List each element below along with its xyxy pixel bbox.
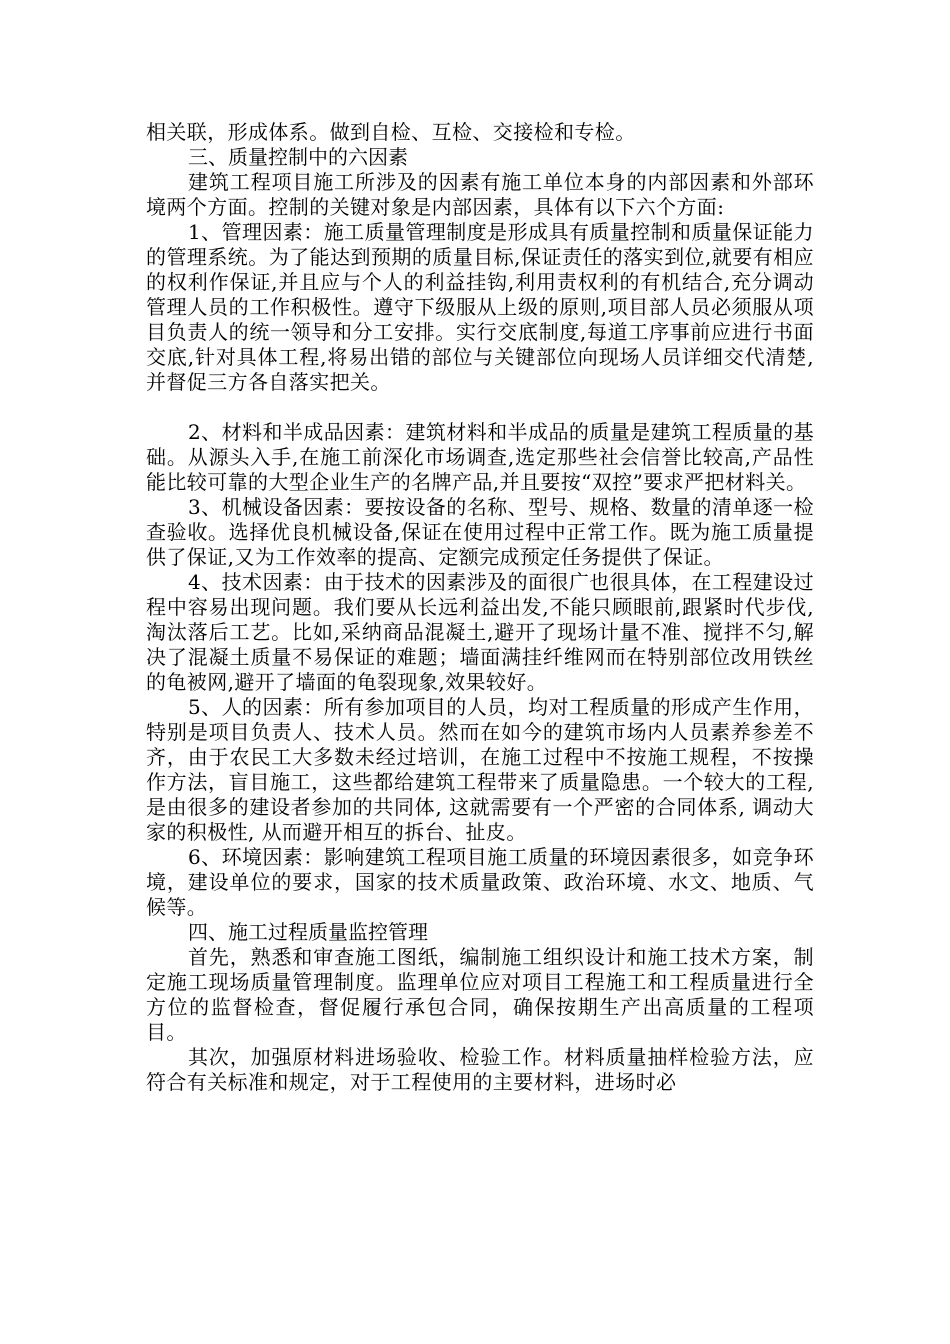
- paragraph-intro: 建筑工程项目施工所涉及的因素有施工单位本身的内部因素和外部环境两个方面。控制的关键对象是内部因素，具体有以下六个方面:: [146, 170, 814, 219]
- paragraph-environment-factor: 6、环境因素：影响建筑工程项目施工质量的环境因素很多，如竞争环境，建设单位的要求，国家的技术质量政策、政治环境、水文、地质、气候等。: [146, 845, 814, 919]
- paragraph-human-factor: 5、人的因素：所有参加项目的人员，均对工程质量的形成产生作用，特别是项目负责人、技术人员。然而在如今的建筑市场内人员素养参差不齐，由于农民工大多数未经过培训，在施工过程中不按施工规程，不按操作方法，盲目施工，这些都给建筑工程带来了质量隐患。一个较大的工程, 是由很多的建设者参加的共同体, 这就需要有一个严密的合同体系, 调动大家的积极性, 从而避开相互的拆台、扯皮。: [146, 695, 814, 844]
- paragraph-second-step: 其次，加强原材料进场验收、检验工作。材料质量抽样检验方法，应符合有关标准和规定，对于工程使用的主要材料，进场时必: [146, 1045, 814, 1094]
- paragraph-technology-factor: 4、技术因素：由于技术的因素涉及的面很广也很具体，在工程建设过程中容易出现问题。我们要从长远利益出发,不能只顾眼前,跟紧时代步伐,淘汰落后工艺。比如,采纳商品混凝土,避开了现场计量不准、搅拌不匀,解决了混凝土质量不易保证的难题；墙面满挂纤维网而在特别部位改用铁丝的龟被网,避开了墙面的龟裂现象,效果较好。: [146, 570, 814, 694]
- paragraph-management-factor: 1、管理因素：施工质量管理制度是形成具有质量控制和质量保证能力的管理系统。为了能达到预期的质量目标,保证责任的落实到位,就要有相应的权利作保证,并且应与个人的利益挂钩,利用责权利的有机结合,充分调动管理人员的工作积极性。遵守下级服从上级的原则,项目部人员必须服从项目负责人的统一领导和分工安排。实行交底制度,每道工序事前应进行书面交底,针对具体工程,将易出错的部位与关键部位向现场人员详细交代清楚,并督促三方各自落实把关。: [146, 220, 814, 394]
- document-body: [146, 120, 814, 1095]
- section-heading-three: 三、质量控制中的六因素: [188, 145, 408, 169]
- paragraph-continuation: 相关联，形成体系。做到自检、互检、交接检和专检。: [146, 120, 636, 144]
- section-heading-four: 四、施工过程质量监控管理: [188, 920, 428, 944]
- paragraph-first-step: 首先，熟悉和审查施工图纸，编制施工组织设计和施工技术方案，制定施工现场质量管理制度。监理单位应对项目工程施工和工程质量进行全方位的监督检查，督促履行承包合同，确保按期生产出高质量的工程项目。: [146, 945, 814, 1044]
- paragraph-material-factor: 2、材料和半成品因素：建筑材料和半成品的质量是建筑工程质量的基础。从源头入手,在施工前深化市场调查,选定那些社会信誉比较高,产品性能比较可靠的大型企业生产的名牌产品,并且要按“双控”要求严把材料关。: [146, 420, 814, 494]
- paragraph-equipment-factor: 3、机械设备因素：要按设备的名称、型号、规格、数量的清单逐一检查验收。选择优良机械设备,保证在使用过程中正常工作。既为施工质量提供了保证,又为工作效率的提高、定额完成预定任务提供了保证。: [146, 495, 814, 569]
